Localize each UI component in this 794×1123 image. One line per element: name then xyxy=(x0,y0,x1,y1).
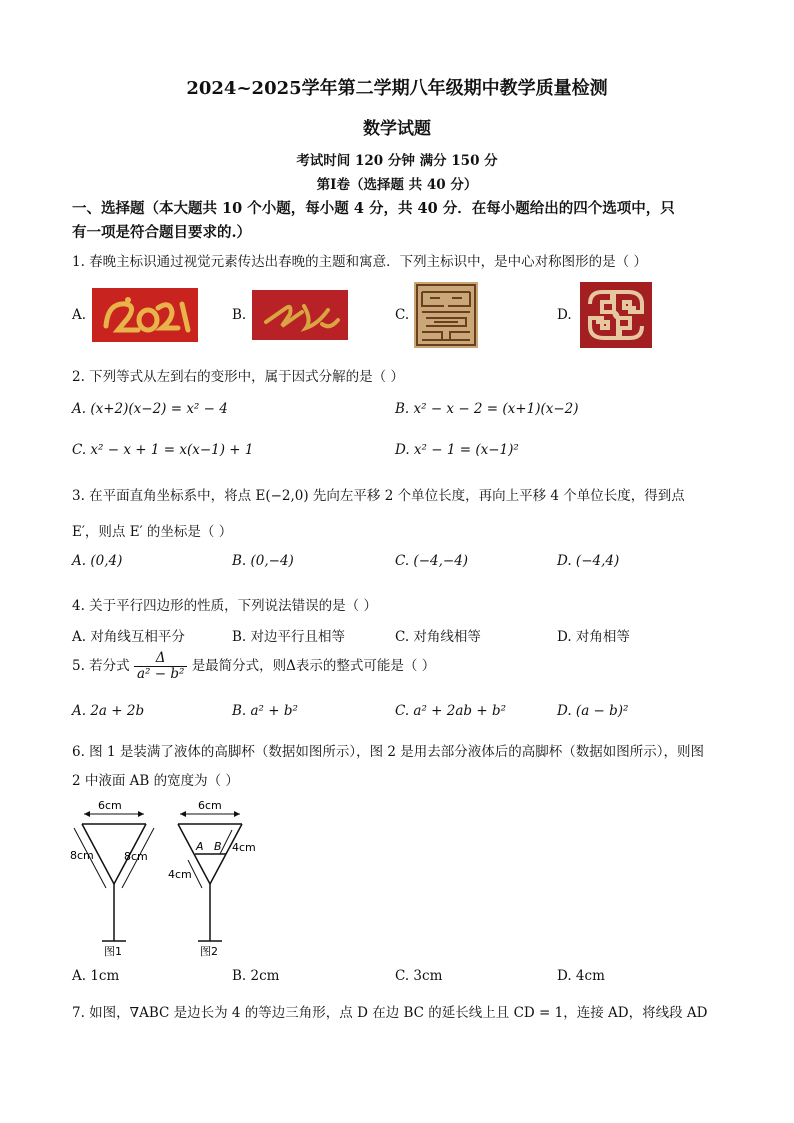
q1-option-d-image xyxy=(580,282,652,348)
q6-option-c: C. 3cm xyxy=(395,968,443,984)
q6-option-a: A. 1cm xyxy=(72,968,120,984)
section-heading-line1: 一、选择题（本大题共 10 个小题，每小题 4 分，共 40 分．在每小题给出的四个选项中，只 xyxy=(72,200,675,217)
q4-option-a: A. 对角线互相平分 xyxy=(72,629,185,645)
question-5-text xyxy=(72,651,435,682)
q6-option-b: B. 2cm xyxy=(232,968,280,984)
section-heading-line2: 有一项是符合题目要求的.） xyxy=(72,224,252,241)
fig2-point-b: B xyxy=(214,840,222,853)
question-1-text: 1. 春晚主标识通过视觉元素传达出春晚的主题和寓意．下列主标识中，是中心对称图形的是（ ） xyxy=(72,254,647,270)
q4-option-b: B. 对边平行且相等 xyxy=(232,629,346,645)
question-3-text-2: E′，则点 E′ 的坐标是（ ） xyxy=(72,524,233,540)
q2-option-b: B. x² − x − 2 = (x+1)(x−2) xyxy=(395,401,579,417)
q5-denominator: a² − b² xyxy=(136,665,185,682)
fig2-caption: 图2 xyxy=(200,945,218,958)
q5-pre: 5. 若分式 xyxy=(72,657,130,674)
q1-option-c-image xyxy=(414,282,478,348)
q5-numerator: Δ xyxy=(134,651,187,667)
question-6-text-2: 2 中液面 AB 的宽度为（ ） xyxy=(72,773,239,789)
q2-option-c: C. x² − x + 1 = x(x−1) + 1 xyxy=(72,442,254,458)
q4-option-c: C. 对角线相等 xyxy=(395,629,481,645)
q5-option-a: A. 2a + 2b xyxy=(72,703,145,719)
q4-option-d: D. 对角相等 xyxy=(557,629,630,645)
q5-option-b: B. a² + b² xyxy=(232,703,298,719)
q5-option-d: D. (a − b)² xyxy=(557,703,629,719)
q1-label-d: D. xyxy=(557,307,572,323)
question-7-text: 7. 如图，∇ABC 是边长为 4 的等边三角形，点 D 在边 BC 的延长线上且 CD = 1，连接 AD，将线段 AD xyxy=(72,1005,708,1021)
q3-option-c: C. (−4,−4) xyxy=(395,553,469,569)
q1-label-a: A. xyxy=(72,307,87,323)
fig2-bottom-label: 4cm xyxy=(168,868,192,881)
q6-option-d: D. 4cm xyxy=(557,968,605,984)
fig1-top-label: 6cm xyxy=(98,799,122,812)
q5-post: 是最简分式，则Δ表示的整式可能是（ ） xyxy=(191,657,436,674)
fig2-top-label: 6cm xyxy=(198,799,222,812)
question-2-text: 2. 下列等式从左到右的变形中，属于因式分解的是（ ） xyxy=(72,369,404,385)
exam-info: 考试时间 120 分钟 满分 150 分 xyxy=(296,153,498,169)
question-4-text: 4. 关于平行四边形的性质，下列说法错误的是（ ） xyxy=(72,598,377,614)
question-3-text: 3. 在平面直角坐标系中，将点 E(−2,0) 先向左平移 2 个单位长度，再向上平移 4 个单位长度，得到点 xyxy=(72,488,685,504)
q6-figure-1 xyxy=(68,796,158,958)
fig1-left-label: 8cm xyxy=(70,849,94,862)
q1-label-b: B. xyxy=(232,307,247,323)
question-6-text: 6. 图 1 是装满了液体的高脚杯（数据如图所示），图 2 是用去部分液体后的高脚杯（数据如图所示），则图 xyxy=(72,744,705,760)
fig2-side-label: 4cm xyxy=(232,841,256,854)
q2-option-d: D. x² − 1 = (x−1)² xyxy=(395,442,519,458)
q3-option-a: A. (0,4) xyxy=(72,553,123,569)
page-title: 2024~2025学年第二学期八年级期中教学质量检测 xyxy=(186,78,608,99)
q1-option-a-image xyxy=(92,288,198,342)
q5-option-c: C. a² + 2ab + b² xyxy=(395,703,507,719)
q1-label-c: C. xyxy=(395,307,410,323)
q2-option-a: A. (x+2)(x−2) = x² − 4 xyxy=(72,401,228,417)
q5-fraction xyxy=(134,651,187,682)
q1-option-b-image xyxy=(252,290,348,340)
fig2-point-a: A xyxy=(196,840,204,853)
page-subtitle: 数学试题 xyxy=(363,119,431,139)
fig1-right-label: 8cm xyxy=(124,850,148,863)
fig1-caption: 图1 xyxy=(104,945,122,958)
q6-figure-2 xyxy=(162,796,272,958)
q3-option-d: D. (−4,4) xyxy=(557,553,620,569)
part-heading: 第Ⅰ卷（选择题 共 40 分） xyxy=(316,177,478,193)
q3-option-b: B. (0,−4) xyxy=(232,553,294,569)
